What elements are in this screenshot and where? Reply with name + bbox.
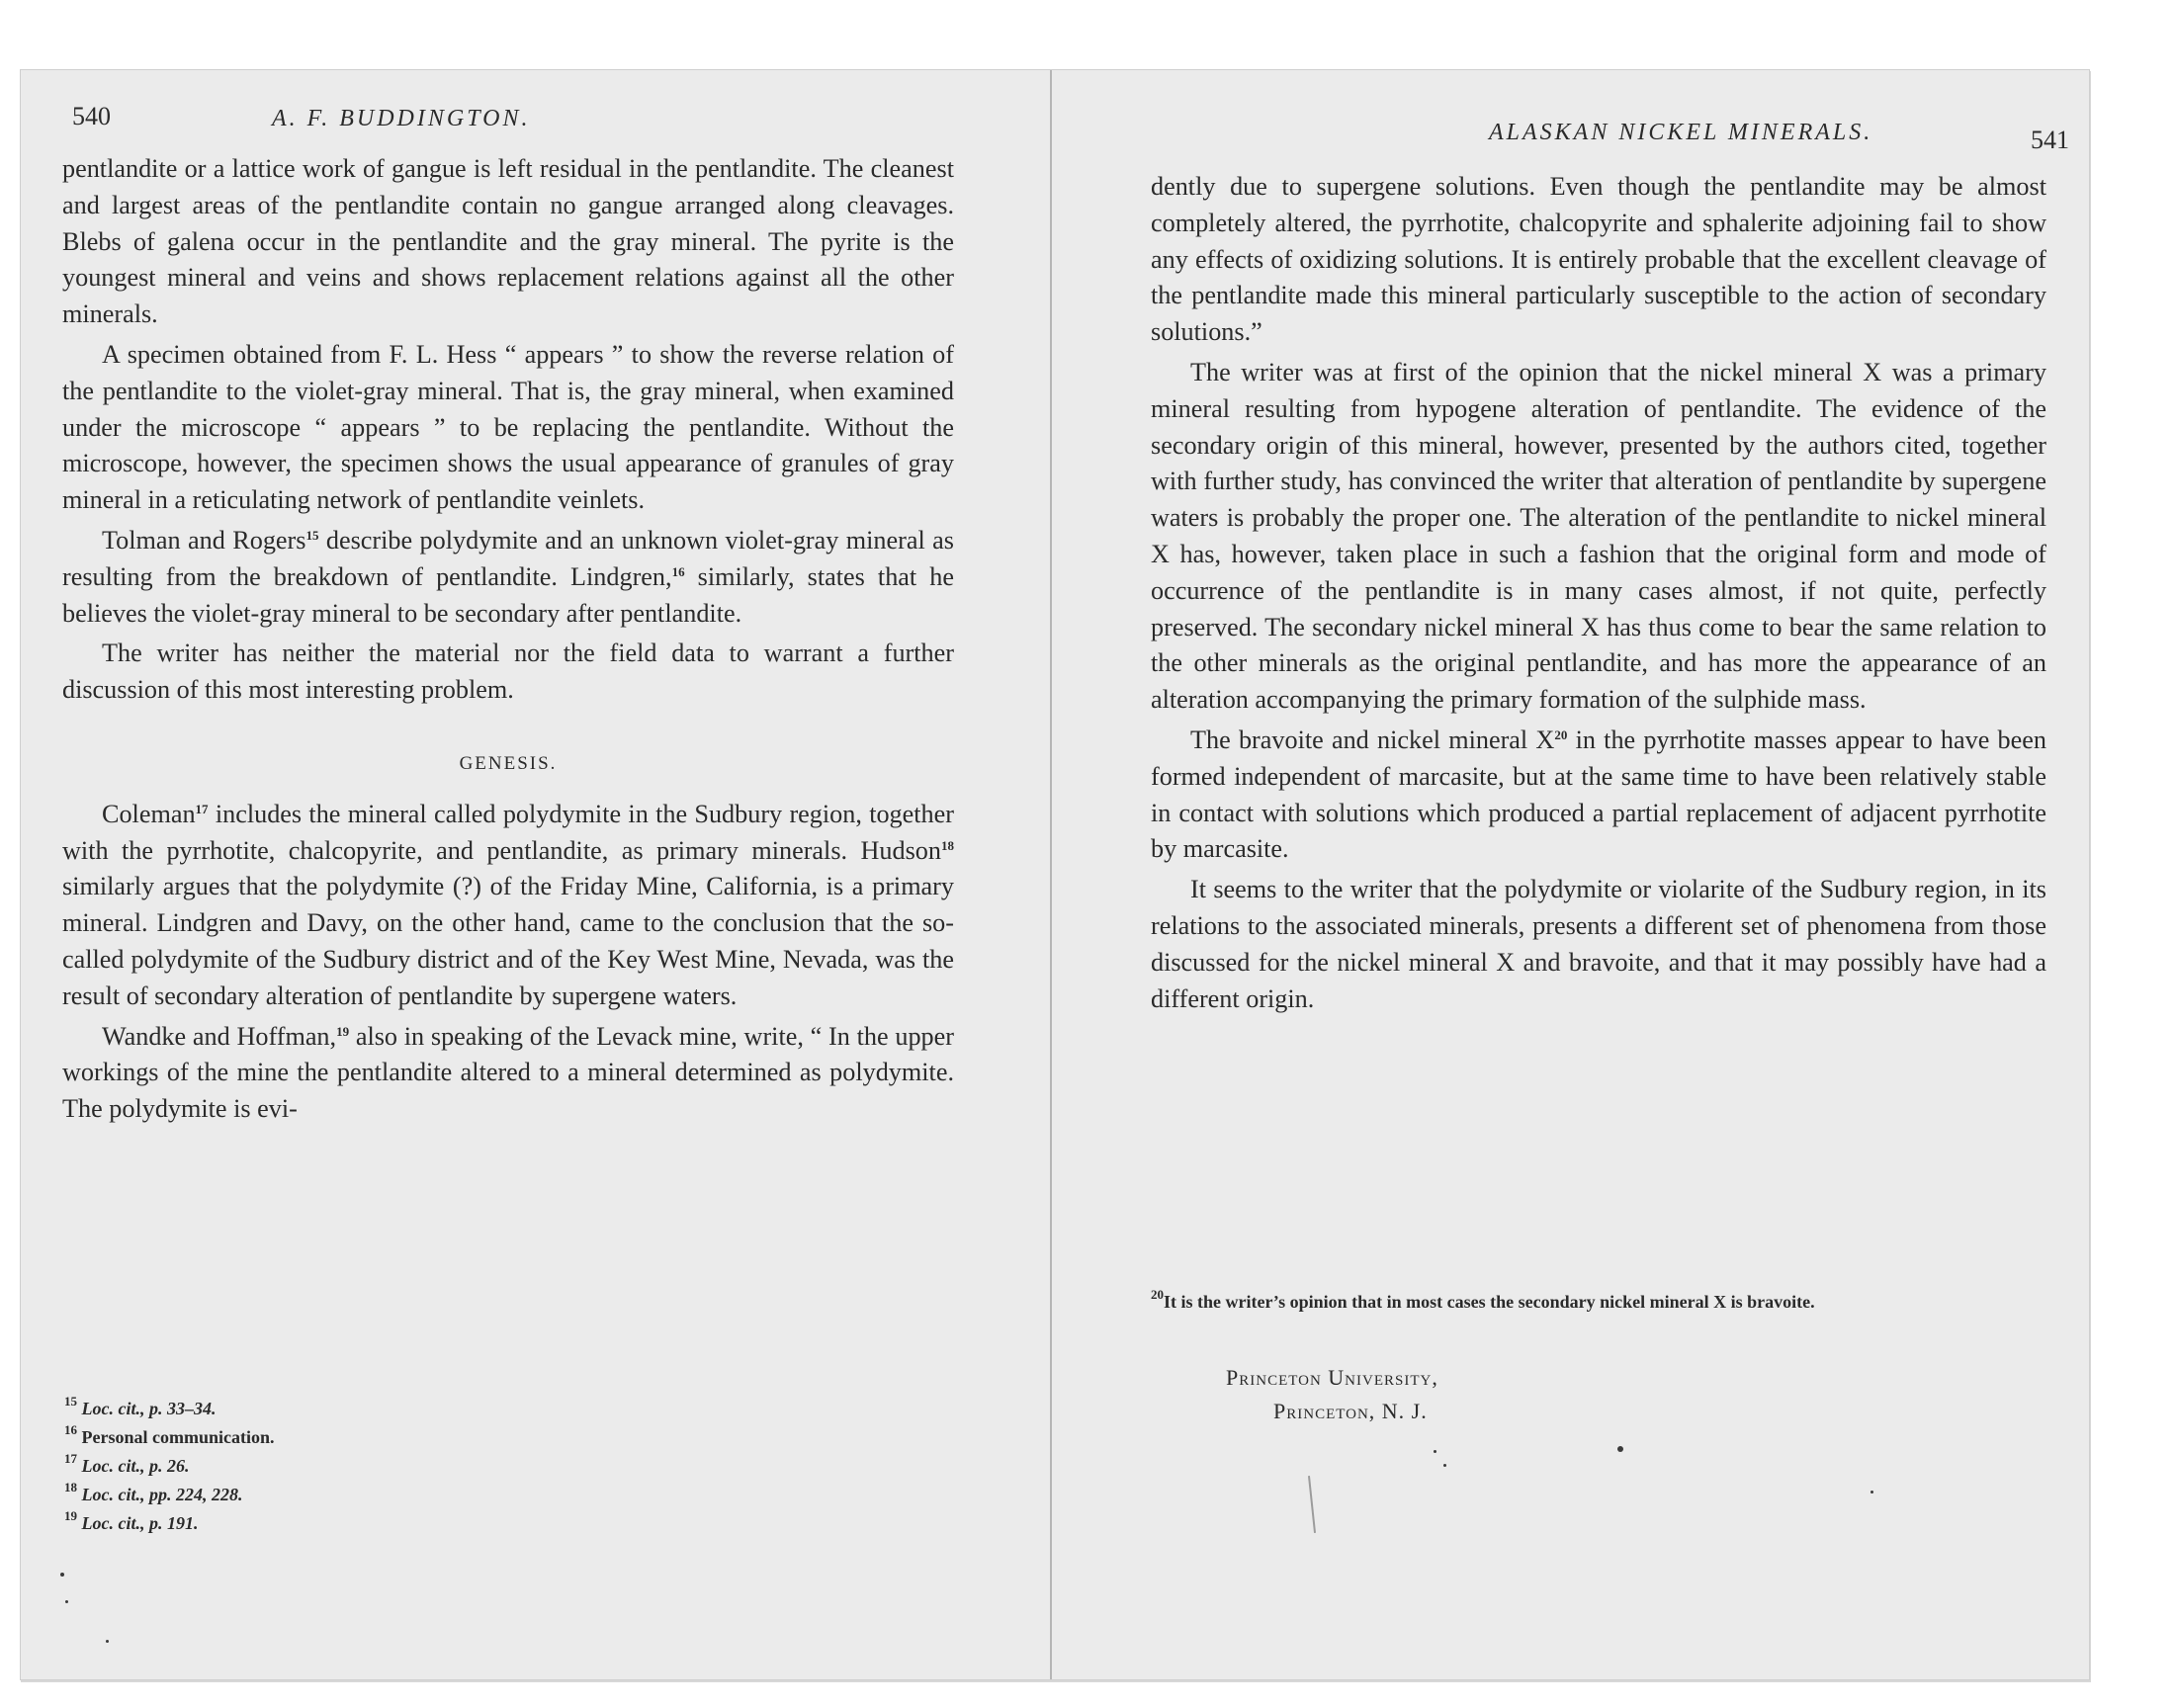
affiliation-line: Princeton University,	[1226, 1365, 1438, 1390]
footnote: $^{17}$ Loc. cit., p. 26.	[64, 1451, 190, 1476]
right-footnote: $^{20}$It is the writer’s opinion that in most cases the secondary nickel mineral X is bravoite.	[1151, 1287, 1815, 1312]
scan-speck	[1443, 1464, 1446, 1467]
footnote-ref: 17	[195, 801, 209, 816]
footnote-ref: 18	[941, 837, 954, 853]
paragraph: The bravoite and nickel mineral $X^{20}$ in the pyrrhotite masses appear to have been formed independent of marcasite, but at the same time to have been relatively stable in contact with solutions which produced a partial replacement of adjacent pyrrhotite by marcasite.	[1151, 725, 2046, 864]
footnote-ref: 19	[336, 1023, 350, 1039]
page-number-left: 540	[72, 102, 111, 130]
scan-speck	[1870, 1491, 1873, 1494]
paragraph: A specimen obtained from F. L. Hess “ appears ” to show the reverse relation of the pentlandite to the violet-gray mineral. That is, the gray mineral, when examined under the microscope “ appears ” to be replacing the pentlandite. Without the microscope, however, the specimen shows the usual appearance of granules of gray mineral in a reticulating network of pentlandite veinlets.	[62, 339, 954, 515]
right-body	[1151, 169, 2046, 1017]
signature-block	[1226, 1361, 1438, 1428]
paragraph: pentlandite or a lattice work of gangue is left residual in the pentlandite. The cleanest and largest areas of the pentlandite contain no gangue arranged along cleavages. Blebs of galena occur in the pentlandite and the gray mineral. The pyrite is the youngest mineral and veins and shows replacement relations against all the other minerals.	[62, 154, 954, 329]
paragraph: Coleman$^{17}$ includes the mineral called polydymite in the Sudbury region, together with the pyrrhotite, chalcopyrite, and pentlandite, as primary minerals. Hudson$^{18}$ similarly argues that the polydymite (?) of the Friday Mine, California, is a primary mineral. Lindgren and Davy, on the other hand, came to the conclusion that the so-called polydymite of the Sudbury district and of the Key West Mine, Nevada, was the result of secondary alteration of pentlandite by supergene waters.	[62, 799, 954, 1010]
paragraph: It seems to the writer that the polydymite or violarite of the Sudbury region, in its relations to the associated minerals, presents a different set of phenomena from those discussed for the nickel mineral X and bravoite, and that it may possibly have had a different origin.	[1151, 875, 2046, 1013]
paragraph: Tolman and Rogers$^{15}$ describe polydymite and an unknown violet-gray mineral as resulting from the breakdown of pentlandite. Lindgren,$^{16}$ similarly, states that he believes the violet-gray mineral to be secondary after pentlandite.	[62, 525, 954, 628]
left-page	[21, 70, 1049, 1679]
location-line: Princeton, N. J.	[1273, 1399, 1428, 1423]
footnote: $^{15}$ Loc. cit., p. 33–34.	[64, 1394, 217, 1418]
paragraph: The writer has neither the material nor the field data to warrant a further discussion of this most interesting problem.	[62, 639, 954, 705]
footnote-ref: 20	[1554, 726, 1568, 742]
footnote-ref: 15	[305, 527, 319, 543]
section-heading: GENESIS.	[459, 752, 558, 774]
scanned-spread	[20, 69, 2090, 1680]
footnote-ref: 16	[671, 563, 685, 579]
right-page	[1052, 70, 2089, 1679]
paragraph: dently due to supergene solutions. Even though the pentlandite may be almost completely altered, the pyrrhotite, chalcopyrite and sphalerite adjoining fail to show any effects of oxidizing solutions. It is entirely probable that the excellent cleavage of the pentlandite made this mineral particularly susceptible to the action of secondary solutions.”	[1151, 172, 2046, 347]
footnote: $^{16}$ Personal communication.	[64, 1422, 275, 1447]
left-body	[62, 151, 954, 1128]
running-head-right: ALASKAN NICKEL MINERALS.	[1489, 120, 1873, 145]
page-number-right: 541	[2031, 126, 2069, 154]
running-head-left: A. F. BUDDINGTON.	[272, 106, 531, 131]
scan-scratch	[1308, 1476, 1316, 1533]
footnote: $^{18}$ Loc. cit., pp. 224, 228.	[64, 1480, 243, 1504]
footnote: $^{19}$ Loc. cit., p. 191.	[64, 1508, 199, 1533]
left-footnotes	[64, 1395, 657, 1538]
scan-speck	[106, 1640, 109, 1643]
paragraph: The writer was at first of the opinion that the nickel mineral X was a primary mineral resulting from hypogene alteration of pentlandite. The evidence of the secondary origin of this mineral, however, presented by the authors cited, together with further study, has convinced the writer that alteration of pentlandite by supergene waters is probably the proper one. The alteration of the pentlandite to nickel mineral X has, however, taken place in such a fashion that the original form and mode of occurrence of the pentlandite is in many cases almost, if not quite, perfectly preserved. The secondary nickel mineral X has thus come to bear the same relation to the other minerals as the original pentlandite, and has more the appearance of an alteration accompanying the primary formation of the sulphide mass.	[1151, 357, 2046, 715]
scan-speck	[1617, 1446, 1623, 1452]
scan-speck	[1434, 1450, 1436, 1453]
paragraph: Wandke and Hoffman,$^{19}$ also in speaking of the Levack mine, write, “ In the upper workings of the mine the pentlandite altered to a mineral determined as polydymite. The polydymite is evi-	[62, 1021, 954, 1124]
scan-speck	[60, 1573, 64, 1577]
scan-speck	[65, 1600, 68, 1603]
